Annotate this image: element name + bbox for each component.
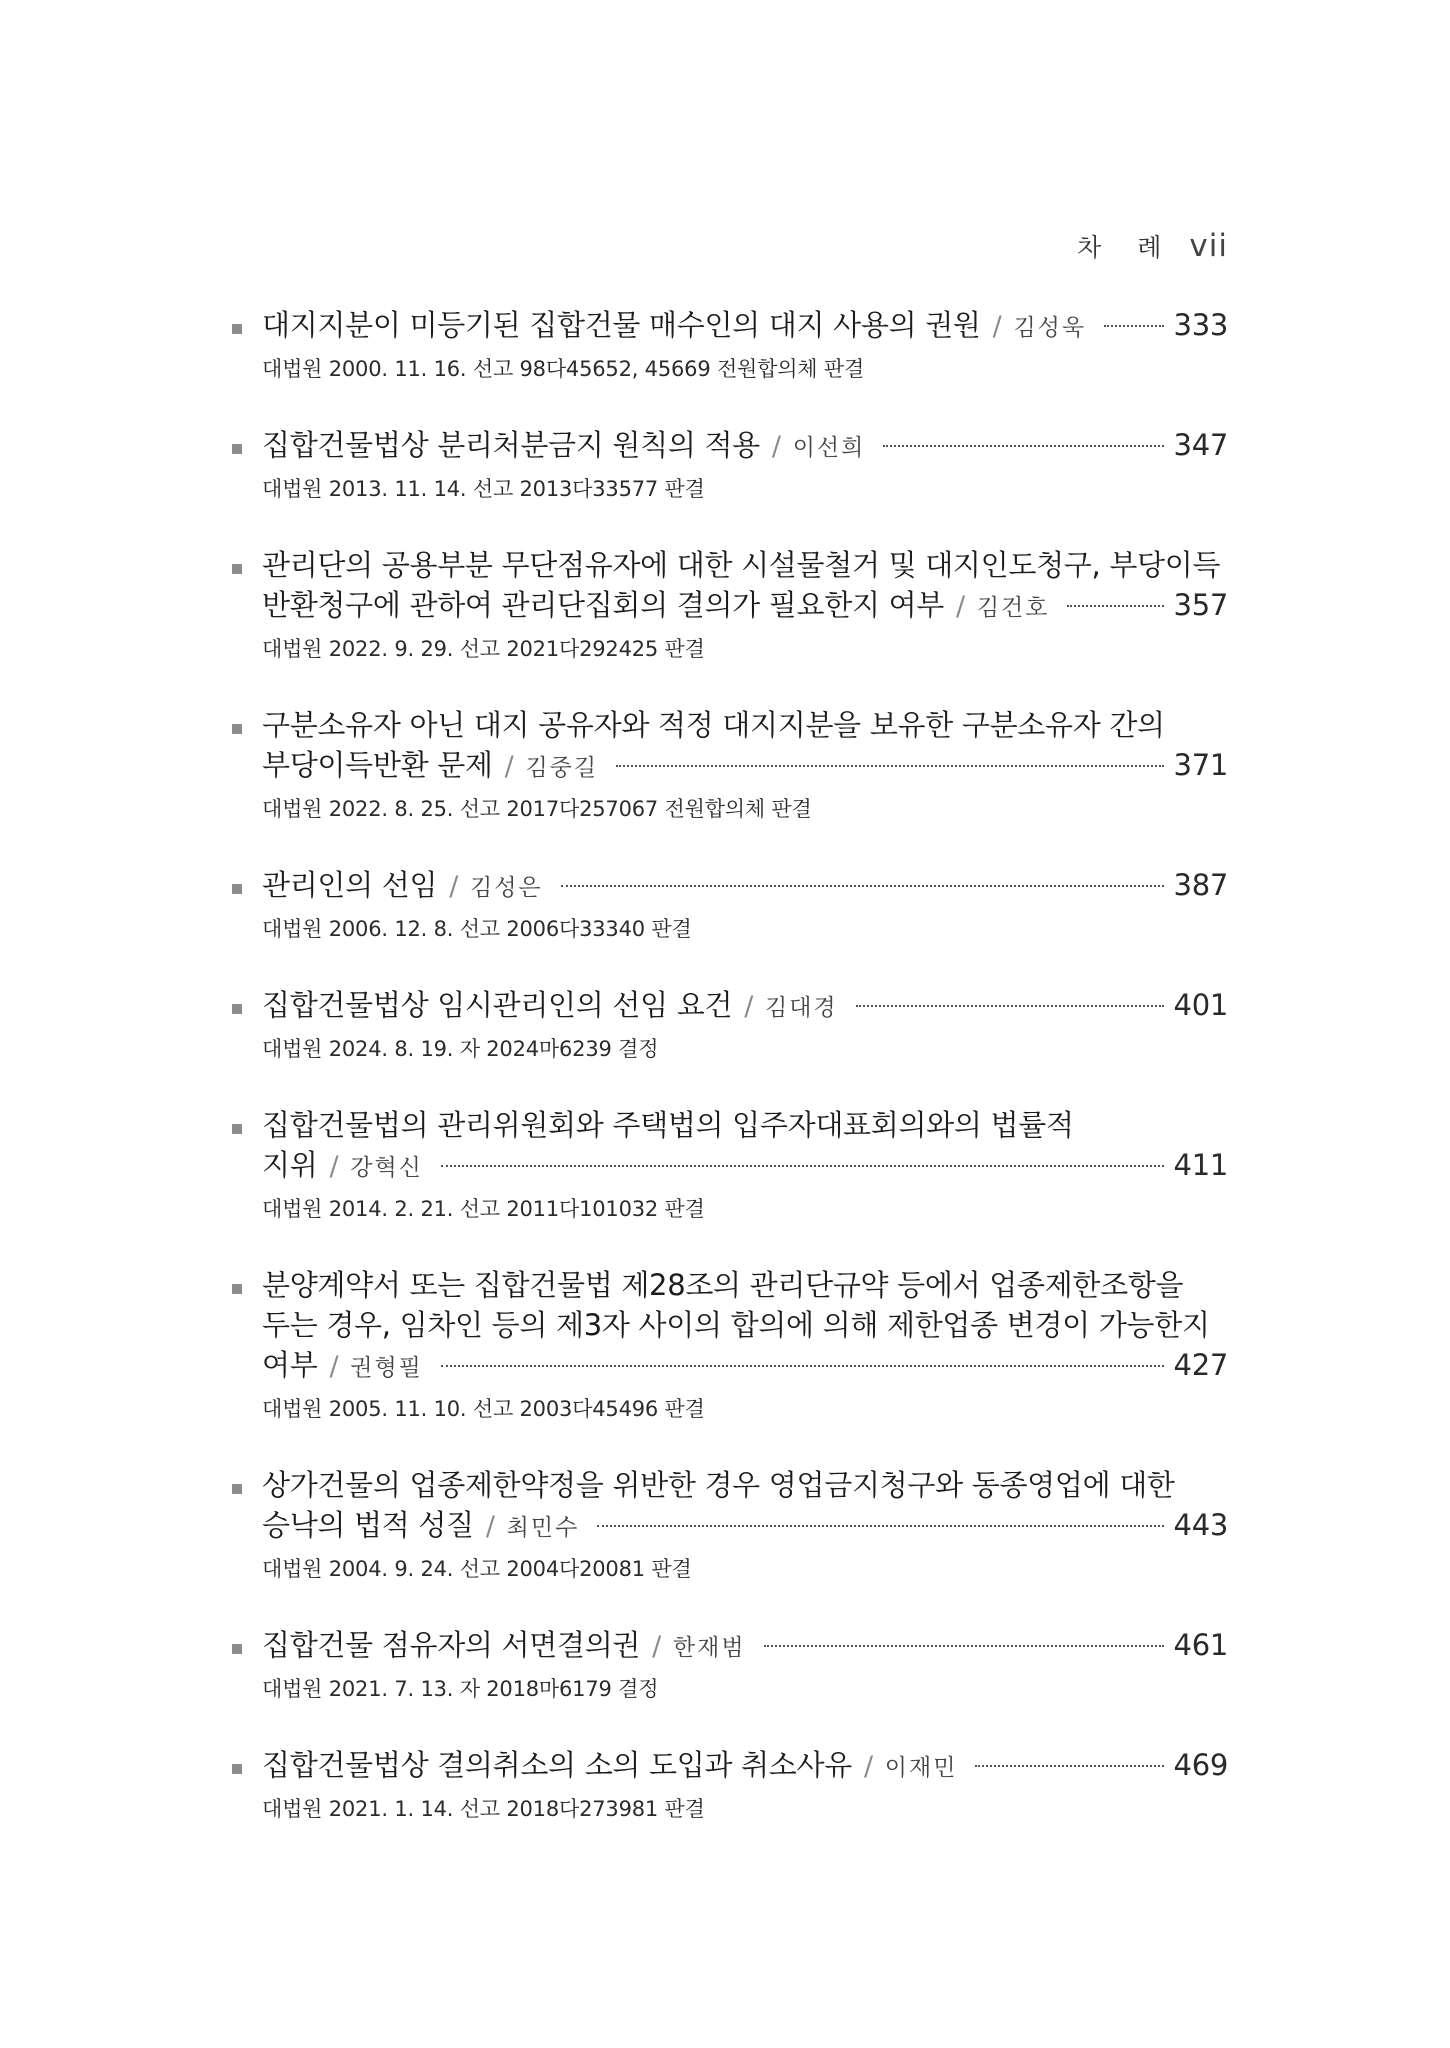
entry-title-last-line	[262, 585, 1228, 628]
author-separator: /	[744, 991, 753, 1022]
entry-title-last-line	[262, 985, 1228, 1028]
entry-author: 이선희	[792, 435, 866, 461]
entry-case-citation: 대법원 2022. 9. 29. 선고 2021다292425 판결	[262, 637, 705, 661]
toc-entry[interactable]	[232, 1745, 1228, 1824]
entry-author: 김성욱	[1013, 315, 1087, 341]
entry-page-number[interactable]: 371	[1173, 748, 1228, 782]
dot-leader	[1104, 325, 1163, 327]
entry-title-last-line	[262, 1145, 1228, 1188]
entry-case-citation: 대법원 2021. 7. 13. 자 2018마6179 결정	[262, 1677, 659, 1701]
entry-title-last-line	[262, 865, 1228, 908]
entry-title-line: 지위	[262, 1148, 318, 1182]
author-separator: /	[485, 1511, 495, 1542]
entry-author: 강혁신	[350, 1155, 423, 1181]
entry-title-line: 집합건물 점유자의 서면결의권	[262, 1628, 641, 1662]
entry-title	[232, 865, 1228, 908]
page-header	[1077, 228, 1228, 264]
entry-page-number[interactable]: 401	[1173, 988, 1228, 1022]
entry-case-citation: 대법원 2021. 1. 14. 선고 2018다273981 판결	[262, 1797, 705, 1821]
entry-title-last-line	[262, 1345, 1228, 1388]
author-separator: /	[329, 1151, 339, 1182]
dot-leader	[856, 1005, 1164, 1007]
entry-page-number[interactable]: 411	[1173, 1148, 1228, 1182]
entry-title	[232, 985, 1228, 1028]
entry-author: 이재민	[884, 1755, 958, 1781]
square-bullet-icon	[232, 564, 242, 574]
entry-case-citation: 대법원 2004. 9. 24. 선고 2004다20081 판결	[262, 1557, 692, 1581]
entry-title-line: 상가건물의 업종제한약정을 위반한 경우 영업금지청구와 동종영업에 대한	[262, 1468, 1175, 1502]
entry-title-line: 집합건물법의 관리위원회와 주택법의 입주자대표회의와의 법률적	[262, 1108, 1074, 1142]
entry-page-number[interactable]: 347	[1173, 428, 1228, 462]
entry-page-number[interactable]: 443	[1173, 1508, 1228, 1542]
square-bullet-icon	[232, 1284, 242, 1294]
entry-title	[232, 1625, 1228, 1668]
author-separator: /	[329, 1351, 339, 1382]
entry-title-last-line	[262, 305, 1228, 348]
entry-title	[232, 545, 1228, 628]
dot-leader	[764, 1645, 1164, 1647]
square-bullet-icon	[232, 724, 242, 734]
entry-author: 김건호	[976, 595, 1050, 621]
dot-leader	[1067, 605, 1163, 607]
toc-entry[interactable]	[232, 425, 1228, 504]
entry-case-citation: 대법원 2006. 12. 8. 선고 2006다33340 판결	[262, 917, 692, 941]
dot-leader	[616, 765, 1163, 767]
author-separator: /	[771, 431, 781, 462]
entry-author: 김대경	[764, 995, 838, 1021]
entry-case-citation: 대법원 2005. 11. 10. 선고 2003다45496 판결	[262, 1397, 705, 1421]
entry-title-line: 관리인의 선임	[262, 868, 438, 902]
entry-page-number[interactable]: 387	[1173, 868, 1228, 902]
entry-title-last-line	[262, 1625, 1228, 1668]
dot-leader	[441, 1165, 1164, 1167]
dot-leader	[597, 1525, 1163, 1527]
entry-author: 김중길	[525, 755, 599, 781]
entry-title-line: 집합건물법상 임시관리인의 선임 요건	[262, 988, 733, 1022]
entry-title	[232, 1745, 1228, 1788]
square-bullet-icon	[232, 884, 242, 894]
toc-entry[interactable]	[232, 1625, 1228, 1704]
table-of-contents	[232, 305, 1228, 1865]
square-bullet-icon	[232, 1644, 242, 1654]
entry-page-number[interactable]: 461	[1173, 1628, 1228, 1662]
entry-title-line: 부당이득반환 문제	[262, 748, 493, 782]
entry-case-citation: 대법원 2022. 8. 25. 선고 2017다257067 전원합의체 판결	[262, 797, 812, 821]
toc-entry[interactable]	[232, 1265, 1228, 1424]
entry-title-line: 집합건물법상 분리처분금지 원칙의 적용	[262, 428, 760, 462]
entry-title-line: 두는 경우, 임차인 등의 제3자 사이의 합의에 의해 제한업종 변경이 가능한지	[262, 1308, 1210, 1342]
author-separator: /	[449, 871, 458, 902]
entry-title	[232, 705, 1228, 788]
entry-case-citation: 대법원 2024. 8. 19. 자 2024마6239 결정	[262, 1037, 659, 1061]
entry-author: 김성은	[470, 875, 543, 901]
entry-title-line: 관리단의 공용부분 무단점유자에 대한 시설물철거 및 대지인도청구, 부당이득	[262, 548, 1221, 582]
toc-entry[interactable]	[232, 305, 1228, 384]
entry-title-line: 여부	[262, 1348, 318, 1382]
toc-entry[interactable]	[232, 545, 1228, 664]
entry-page-number[interactable]: 469	[1173, 1748, 1228, 1782]
entry-title	[232, 1105, 1228, 1188]
entry-author: 권형필	[350, 1355, 423, 1381]
square-bullet-icon	[232, 1484, 242, 1494]
dot-leader	[883, 445, 1163, 447]
square-bullet-icon	[232, 444, 242, 454]
header-page-numeral: vii	[1189, 228, 1228, 264]
square-bullet-icon	[232, 1764, 242, 1774]
entry-title-line: 분양계약서 또는 집합건물법 제28조의 관리단규약 등에서 업종제한조항을	[262, 1268, 1184, 1302]
entry-case-citation: 대법원 2013. 11. 14. 선고 2013다33577 판결	[262, 477, 705, 501]
entry-title-line: 집합건물법상 결의취소의 소의 도입과 취소사유	[262, 1748, 852, 1782]
square-bullet-icon	[232, 1004, 242, 1014]
author-separator: /	[863, 1751, 873, 1782]
toc-entry[interactable]	[232, 1465, 1228, 1584]
entry-page-number[interactable]: 333	[1173, 308, 1228, 342]
toc-entry[interactable]	[232, 705, 1228, 824]
entry-case-citation: 대법원 2014. 2. 21. 선고 2011다101032 판결	[262, 1197, 705, 1221]
entry-title-last-line	[262, 425, 1228, 468]
entry-title-line: 반환청구에 관하여 관리단집회의 결의가 필요한지 여부	[262, 588, 945, 622]
author-separator: /	[956, 591, 965, 622]
toc-entry[interactable]	[232, 985, 1228, 1064]
entry-title-line: 승낙의 법적 성질	[262, 1508, 474, 1542]
entry-title-line: 대지지분이 미등기된 집합건물 매수인의 대지 사용의 권원	[262, 308, 981, 342]
square-bullet-icon	[232, 324, 242, 334]
entry-title	[232, 1465, 1228, 1548]
author-separator: /	[504, 751, 514, 782]
entry-page-number[interactable]: 427	[1173, 1348, 1228, 1382]
square-bullet-icon	[232, 1124, 242, 1134]
author-separator: /	[652, 1631, 661, 1662]
entry-author: 한재범	[672, 1635, 746, 1661]
entry-title	[232, 1265, 1228, 1388]
entry-title	[232, 425, 1228, 468]
header-label: 차 례	[1077, 233, 1176, 262]
entry-title	[232, 305, 1228, 348]
entry-title-last-line	[262, 1505, 1228, 1548]
toc-entry[interactable]	[232, 1105, 1228, 1224]
entry-title-line: 구분소유자 아닌 대지 공유자와 적정 대지지분을 보유한 구분소유자 간의	[262, 708, 1165, 742]
entry-title-last-line	[262, 745, 1228, 788]
entry-author: 최민수	[506, 1515, 580, 1541]
dot-leader	[975, 1765, 1163, 1767]
entry-page-number[interactable]: 357	[1173, 588, 1228, 622]
dot-leader	[561, 885, 1164, 887]
entry-title-last-line	[262, 1745, 1228, 1788]
entry-case-citation: 대법원 2000. 11. 16. 선고 98다45652, 45669 전원합의체 판결	[262, 357, 865, 381]
author-separator: /	[992, 311, 1002, 342]
dot-leader	[441, 1365, 1164, 1367]
toc-entry[interactable]	[232, 865, 1228, 944]
